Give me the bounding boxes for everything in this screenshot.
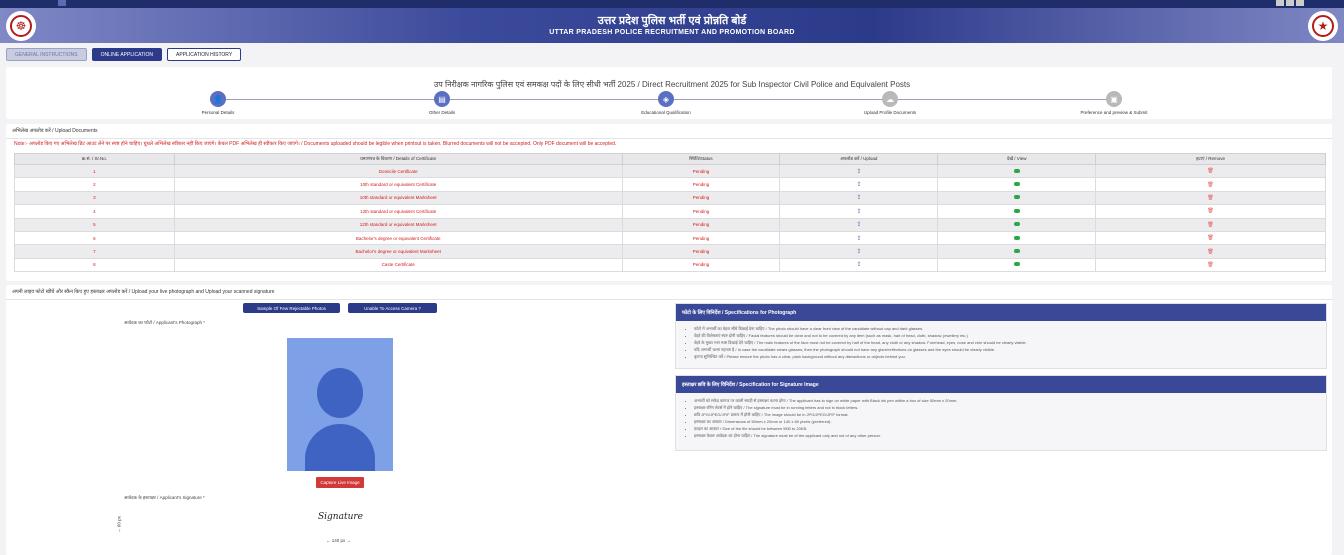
tab-general-instructions[interactable]: GENERAL INSTRUCTIONS	[6, 48, 87, 61]
signature-spec-list	[676, 393, 1326, 443]
up-emblem-logo[interactable]: ☸	[6, 11, 36, 41]
view-eye-icon[interactable]	[1014, 169, 1020, 173]
sample-rejectable-photos-button[interactable]: Sample Of Few Rejectable Photos	[243, 303, 340, 313]
row-upload	[780, 258, 938, 271]
row-view	[938, 258, 1096, 271]
documents-table	[14, 153, 1326, 272]
col-certificate: प्रमाणपत्र के विवरण / Details of Certificate	[174, 154, 622, 165]
trash-icon[interactable]: 🗑	[1207, 221, 1214, 228]
avatar-body-icon	[305, 424, 375, 471]
trash-icon[interactable]: 🗑	[1207, 194, 1214, 201]
row-remove	[1096, 218, 1326, 231]
step-label: Other Details	[428, 110, 456, 115]
table-row	[15, 258, 1326, 271]
spec-item: • हस्ताक्षर केवल आवेदक का होना चाहिए / The signature must be of the applicant only and not of any other person.	[694, 432, 1316, 439]
signature-width-indicator: ← 140 px →	[326, 538, 352, 543]
view-eye-icon[interactable]	[1014, 209, 1020, 213]
signature-label: आवेदक के हस्ताक्षर / Applicant's Signature *	[124, 495, 205, 500]
row-view	[938, 191, 1096, 204]
step-label: Preference and preview & Submit	[1080, 110, 1148, 115]
step-upload-documents[interactable]	[845, 91, 935, 115]
row-status: Pending	[622, 178, 780, 191]
row-remove	[1096, 258, 1326, 271]
view-eye-icon[interactable]	[1014, 222, 1020, 226]
upload-icon[interactable]: ⇪	[856, 262, 862, 269]
signature-spec-heading: हस्ताक्षर छवि के लिए विनिर्देश / Specification for Signature Image	[676, 376, 1326, 393]
row-certificate: 12th standard or equivalent Certificate	[174, 205, 622, 218]
main-tabs	[6, 48, 241, 61]
row-upload	[780, 231, 938, 244]
step-other-details[interactable]	[397, 91, 487, 115]
photo-spec-list	[676, 321, 1326, 364]
table-row	[15, 191, 1326, 204]
signature-spec-box	[675, 375, 1327, 451]
trash-icon[interactable]: 🗑	[1207, 261, 1214, 268]
row-sr: 2	[15, 178, 175, 191]
row-certificate: Bachelor's degree or equivalent Marksheet	[174, 245, 622, 258]
photo-spec-box	[675, 303, 1327, 369]
row-view	[938, 165, 1096, 178]
signature-width-value: 140 px	[331, 538, 346, 543]
view-eye-icon[interactable]	[1014, 236, 1020, 240]
row-sr: 6	[15, 231, 175, 244]
signature-sample: Signature	[318, 512, 364, 522]
upload-icon[interactable]: ⇪	[856, 249, 862, 256]
table-row	[15, 165, 1326, 178]
photo-spec-heading: फोटो के लिए विनिर्देश / Specifications for Photograph	[676, 304, 1326, 321]
spec-item: • चेहरे के मुख्य भाग स्पष्ट दिखाई देने चाहिए / The main features of the face must not be covered by half of the head, any cloth or any shadow. Forehead, eyes, nose and chin should be clearly visible.	[694, 339, 1316, 346]
page-title: उप निरीक्षक नागरिक पुलिस एवं समकक्ष पदों के लिए सीधी भर्ती 2025 / Direct Recruitment 2025 for Sub Inspector Civil Police and Equivalent Posts	[433, 80, 911, 89]
window-top-bar	[0, 0, 1344, 8]
row-sr: 8	[15, 258, 175, 271]
step-label: Upload Profile Documents	[863, 110, 917, 115]
spec-item: • चेहरे की विशेषताएं स्पष्ट होनी चाहिए / Facial features should be clear and not to be covered by any item (such as mask, hair of head, cloth, shadow, jewellery etc.)	[694, 332, 1316, 339]
row-view	[938, 178, 1096, 191]
avatar-head-icon	[317, 368, 363, 418]
spec-item: • फोटो में अभ्यर्थी का चेहरा सीधे दिखाई देना चाहिए / The photo should have a clear front view of the candidate without cap and dark glasses.	[694, 325, 1316, 332]
table-row	[15, 178, 1326, 191]
row-certificate: Bachelor's degree or equivalent Certificate	[174, 231, 622, 244]
row-sr: 1	[15, 165, 175, 178]
upload-icon[interactable]: ⇪	[856, 208, 862, 215]
row-view	[938, 231, 1096, 244]
table-row	[15, 205, 1326, 218]
upload-note: Note:- अपलोड किए गए अभिलेख प्रिंट आउट लेने पर स्पष्ट होने चाहिए। धुंधले अभिलेख स्वीकार नहीं किए जाएंगे। केवल PDF अभिलेख ही स्वीकार किए जाएंगे। / Documents uploaded should be legible when printout is taken. Blurred documents will not be accepted. Only PDF document will be accepted.	[14, 141, 617, 147]
row-certificate: Caste Certificate	[174, 258, 622, 271]
photo-placeholder	[287, 338, 393, 471]
row-upload	[780, 205, 938, 218]
cloud-upload-icon: ☁	[882, 91, 898, 107]
row-remove	[1096, 191, 1326, 204]
tab-application-history[interactable]: APPLICATION HISTORY	[167, 48, 241, 61]
trash-icon[interactable]: 🗑	[1207, 248, 1214, 255]
spec-item: • छवि JPG/JPEG/JFIF प्रारूप में होनी चाहिए / The image should be in JPG/JPEG/JFIF format.	[694, 411, 1316, 418]
table-row	[15, 231, 1326, 244]
row-remove	[1096, 245, 1326, 258]
row-status: Pending	[622, 205, 780, 218]
row-certificate: 10th standard or equivalent Certificate	[174, 178, 622, 191]
row-status: Pending	[622, 258, 780, 271]
tab-online-application[interactable]: ONLINE APPLICATION	[92, 48, 162, 61]
row-sr: 5	[15, 218, 175, 231]
spec-item: • अभ्यर्थी को सफेद कागज पर काली स्याही से हस्ताक्षर करना होगा / The applicant has to sign on white paper with Black ink pen within a box of size 50mm x 20mm.	[694, 397, 1316, 404]
row-upload	[780, 178, 938, 191]
step-preview-submit[interactable]	[1069, 91, 1159, 115]
spec-item: • कृपया सुनिश्चित करें / Please ensure the photo has a clear, plain background without any distractions or objects behind you.	[694, 353, 1316, 360]
col-status: स्थिति/Status	[622, 154, 780, 165]
spec-item: • हस्ताक्षर रनिंग लेटर्स में होने चाहिए / The signature must be in running letters and not in block letters.	[694, 404, 1316, 411]
table-row	[15, 218, 1326, 231]
trash-icon[interactable]: 🗑	[1207, 181, 1214, 188]
row-status: Pending	[622, 245, 780, 258]
unable-access-camera-button[interactable]: Unable To Access Camera ?	[348, 303, 437, 313]
progress-stepper	[0, 90, 1344, 120]
person-icon: 👤	[210, 91, 226, 107]
col-sr-no: क्र.सं. / Sr.No.	[15, 154, 175, 165]
step-label: Personal Details	[201, 110, 235, 115]
capture-live-image-button[interactable]: Capture Live Image	[316, 477, 364, 488]
signature-height-indicator: ↔ 60 px	[116, 516, 122, 533]
row-remove	[1096, 165, 1326, 178]
spec-item: • यदि अभ्यर्थी चश्मा पहनता है / In case the candidate wears glasses, then the photograph should not have any glare/reflections on glasses and the eyes should be clearly visible.	[694, 346, 1316, 353]
spec-item: • हस्ताक्षर का आकार / Dimensions of 50mm x 20mm or 140 x 60 pixels (preferred).	[694, 418, 1316, 425]
signature-height-value: 60 px	[116, 516, 122, 528]
row-view	[938, 245, 1096, 258]
step-label: Educational Qualification	[641, 110, 691, 115]
row-certificate: Domicile Certificate	[174, 165, 622, 178]
col-remove: हटाएं / Remove	[1096, 154, 1326, 165]
row-certificate: 12th standard or equivalent Marksheet	[174, 218, 622, 231]
preview-icon: ▣	[1106, 91, 1122, 107]
upload-icon[interactable]: ⇪	[856, 168, 862, 175]
row-remove	[1096, 205, 1326, 218]
row-remove	[1096, 231, 1326, 244]
window-control-icon[interactable]	[1286, 0, 1294, 6]
header-title-english: UTTAR PRADESH POLICE RECRUITMENT AND PROMOTION BOARD	[549, 29, 795, 36]
row-upload	[780, 218, 938, 231]
police-badge-logo[interactable]: ★	[1308, 11, 1338, 41]
view-eye-icon[interactable]	[1014, 262, 1020, 266]
photo-section-heading: अपनी लाइव फोटो खींचें और स्कैन किए हुए हस्ताक्षर अपलोड करें / Upload your live photograph and Upload your scanned signature	[12, 289, 275, 295]
step-educational-qualification[interactable]	[621, 91, 711, 115]
trash-icon[interactable]: 🗑	[1207, 208, 1214, 215]
upload-icon[interactable]: ⇪	[856, 182, 862, 189]
row-remove	[1096, 178, 1326, 191]
step-personal-details[interactable]	[173, 91, 263, 115]
row-status: Pending	[622, 231, 780, 244]
photo-label: आवेदक का फोटो / Applicant's Photograph *	[124, 320, 206, 325]
col-view: देखें / View	[938, 154, 1096, 165]
row-view	[938, 205, 1096, 218]
row-certificate: 10th standard or equivalent Marksheet	[174, 191, 622, 204]
row-upload	[780, 245, 938, 258]
trash-icon[interactable]: 🗑	[1207, 168, 1214, 175]
upload-heading: अभिलेख अपलोड करें / Upload Documents	[12, 128, 98, 134]
row-sr: 7	[15, 245, 175, 258]
row-status: Pending	[622, 191, 780, 204]
document-icon: ▤	[434, 91, 450, 107]
row-sr: 3	[15, 191, 175, 204]
table-header-row	[15, 154, 1326, 165]
row-upload	[780, 191, 938, 204]
spec-item: • फ़ाइल का आकार / Size of the file should be between 5KB to 20KB.	[694, 425, 1316, 432]
window-control-icon[interactable]	[1296, 0, 1304, 6]
header-title-hindi: उत्तर प्रदेश पुलिस भर्ती एवं प्रोन्नति बोर्ड	[597, 15, 747, 27]
site-header	[0, 8, 1344, 43]
trash-icon[interactable]: 🗑	[1207, 235, 1214, 242]
upload-icon[interactable]: ⇪	[856, 195, 862, 202]
row-sr: 4	[15, 205, 175, 218]
window-control-icon[interactable]	[1276, 0, 1284, 6]
graduation-icon: ◈	[658, 91, 674, 107]
table-row	[15, 245, 1326, 258]
row-status: Pending	[622, 218, 780, 231]
upload-icon[interactable]: ⇪	[856, 222, 862, 229]
col-upload: अपलोड करें / Upload	[780, 154, 938, 165]
row-view	[938, 218, 1096, 231]
row-status: Pending	[622, 165, 780, 178]
view-eye-icon[interactable]	[1014, 249, 1020, 253]
tab-strip-icon[interactable]	[58, 0, 66, 6]
row-upload	[780, 165, 938, 178]
upload-icon[interactable]: ⇪	[856, 235, 862, 242]
view-eye-icon[interactable]	[1014, 182, 1020, 186]
view-eye-icon[interactable]	[1014, 195, 1020, 199]
